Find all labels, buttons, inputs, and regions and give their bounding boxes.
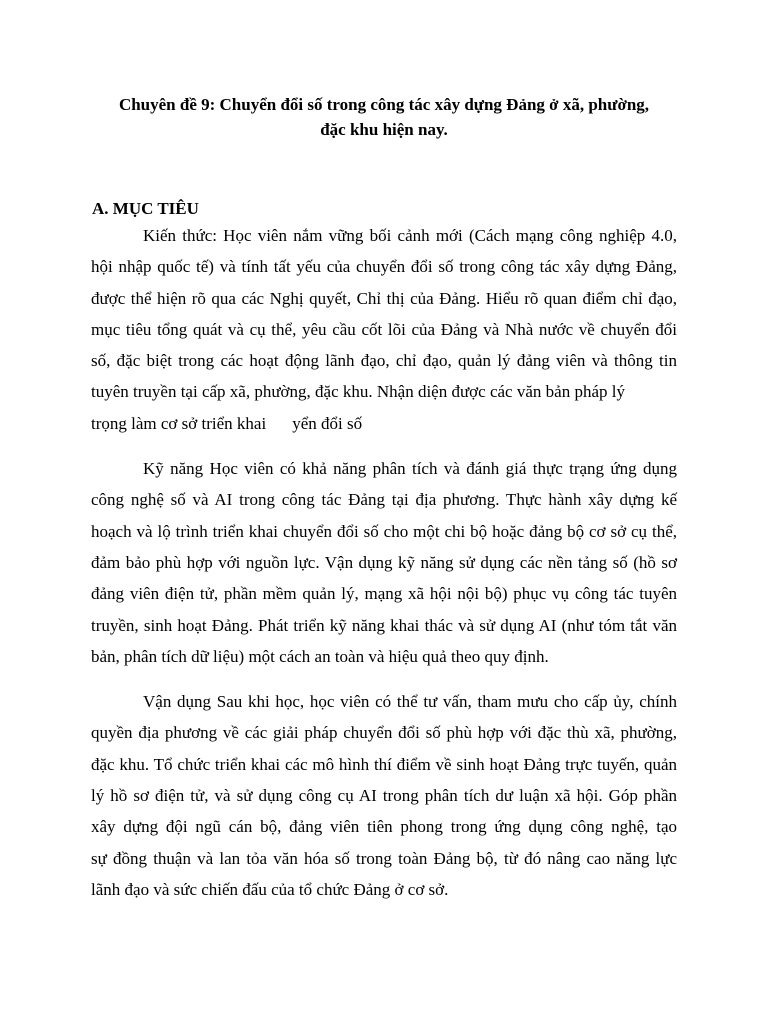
title-line-1: Chuyên đề 9: Chuyển đổi số trong công tác xây dựng Đảng ở xã, phường, [118,95,650,114]
text-line: lãnh đạo và sức chiến đấu của tổ chức Đảng ở cơ sở. [91,879,449,899]
text-fragment: trọng làm cơ sở triển khai [91,413,267,433]
section-a-heading: A. MỤC TIÊU [92,199,199,218]
text-line: truyền, sinh hoạt Đảng. Phát triển kỹ năng khai thác và sử dụng AI (như tóm tắt văn [91,615,677,635]
text-line: bản, phân tích dữ liệu) một cách an toàn và hiệu quả theo quy định. [91,646,549,666]
text-line: Vận dụng Sau khi học, học viên có thể tư vấn, tham mưu cho cấp ủy, chính [143,692,677,712]
text-line: Kỹ năng Học viên có khả năng phân tích và đánh giá thực trạng ứng dụng [143,459,677,479]
text-line: Kiến thức: Học viên nắm vững bối cảnh mới (Cách mạng công nghiệp 4.0, [143,226,677,245]
text-line: sự đồng thuận và lan tỏa văn hóa số trong toàn Đảng bộ, từ đó nâng cao năng lực [91,848,677,868]
text-line [91,408,677,439]
text-line: tuyên truyền tại cấp xã, phường, đặc khu. Nhận diện được các văn bản pháp lý [91,382,625,402]
paragraph-application [91,686,677,905]
text-line: đặc khu. Tổ chức triển khai các mô hình thí điểm về sinh hoạt Đảng trực tuyến, quản [91,754,677,774]
title-line-2: đặc khu hiện nay. [320,120,448,139]
paragraph-skills [91,453,677,672]
text-line: lý hồ sơ điện tử, và sử dụng công cụ AI trong phân tích dư luận xã hội. Góp phần [91,786,677,806]
paragraph-knowledge [91,220,677,439]
document-title [91,92,677,142]
text-line: công nghệ số và AI trong công tác Đảng tại địa phương. Thực hành xây dựng kế [91,490,677,510]
text-line: hoạch và lộ trình triển khai chuyển đổi số cho một chi bộ hoặc đảng bộ cơ sở cụ thể, [91,521,677,541]
text-line: hội nhập quốc tế) và tính tất yếu của chuyển đổi số trong công tác xây dựng Đảng, [91,257,677,277]
text-line: quyền địa phương về các giải pháp chuyển đổi số phù hợp với đặc thù xã, phường, [91,723,677,743]
text-line: đảng viên điện tử, phần mềm quản lý, mạng xã hội nội bộ) phục vụ công tác tuyên [91,584,677,604]
text-line: xây dựng đội ngũ cán bộ, đảng viên tiên phong trong ứng dụng công nghệ, tạo [91,817,677,837]
text-line: đảm bảo phù hợp với nguồn lực. Vận dụng kỹ năng sử dụng các nền tảng số (hồ sơ [91,552,677,572]
text-line: được thể hiện rõ qua các Nghị quyết, Chỉ thị của Đảng. Hiểu rõ quan điểm chỉ đạo, [91,288,677,308]
text-line: mục tiêu tổng quát và cụ thể, yêu cầu cốt lõi của Đảng và Nhà nước về chuyển đổi [91,319,677,339]
text-fragment: yển đổi số [292,413,363,433]
text-line: số, đặc biệt trong các hoạt động lãnh đạo, chỉ đạo, quản lý đảng viên và thông tin [91,351,677,371]
